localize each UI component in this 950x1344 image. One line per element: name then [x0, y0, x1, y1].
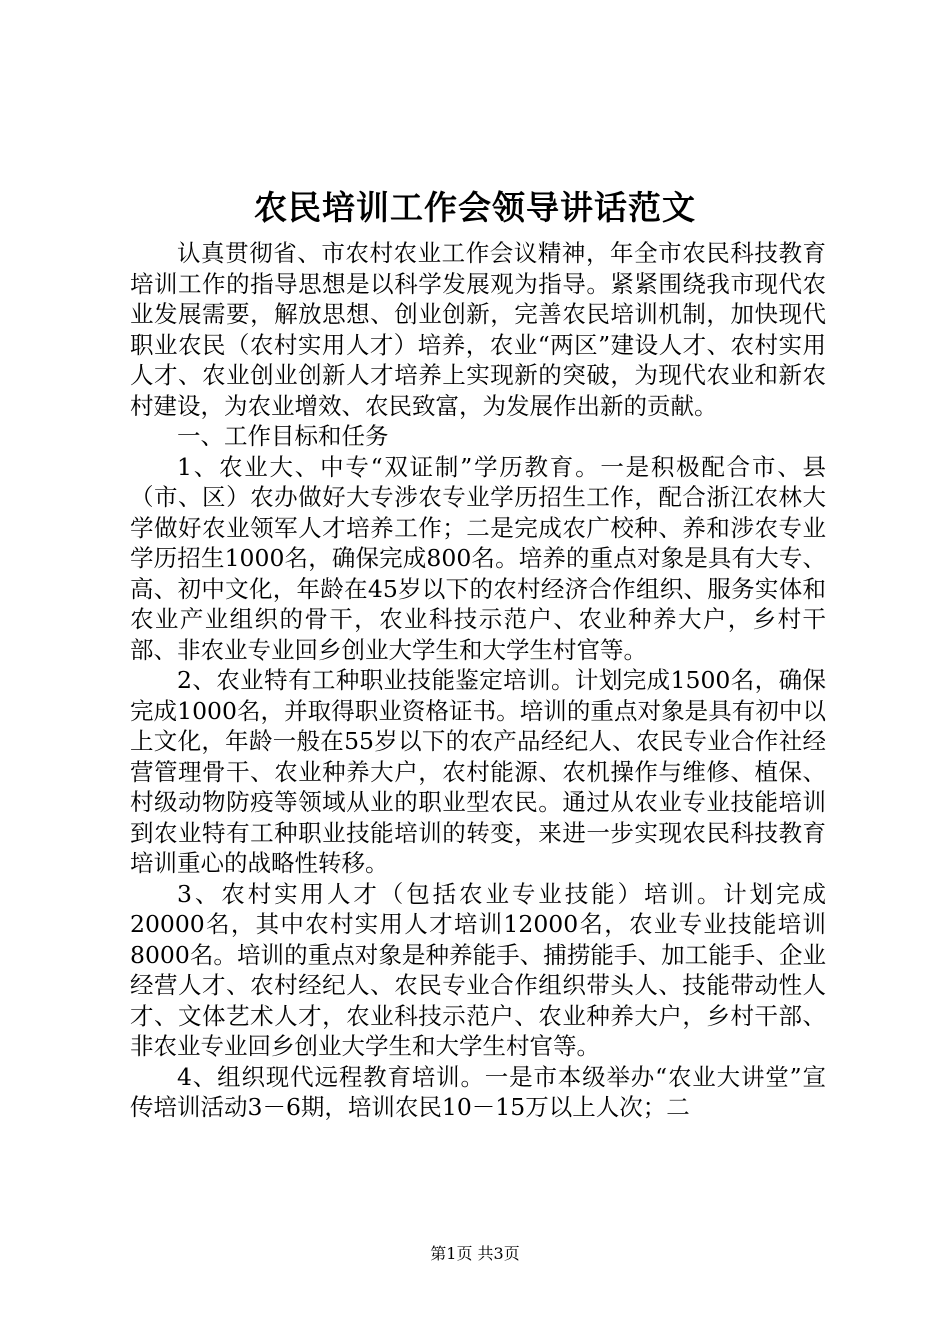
paragraph-item-1: 1、农业大、中专“双证制”学历教育。一是积极配合市、县（市、区）农办做好大专涉农专业学历招生工作，配合浙江农林大学做好农业领军人才培养工作；二是完成农广校种、养和涉农专业学历招生1000名，确保完成800名。培养的重点对象是具有大专、高、初中文化，年龄在45岁以下的农村经济合作组织、服务实体和农业产业组织的骨干，农业科技示范户、农业种养大户，乡村干部、非农业专业回乡创业大学生和大学生村官等。: [130, 452, 826, 664]
paragraph-intro: 认真贯彻省、市农村农业工作会议精神，年全市农民科技教育培训工作的指导思想是以科学发展观为指导。紧紧围绕我市现代农业发展需要，解放思想、创业创新，完善农民培训机制，加快现代职业农民（农村实用人才）培养，农业“两区”建设人才、农村实用人才、农业创业创新人才培养上实现新的突破，为现代农业和新农村建设，为农业增效、农民致富，为发展作出新的贡献。: [130, 239, 826, 420]
document-title: 农民培训工作会领导讲话范文: [254, 188, 696, 227]
document-body: [130, 238, 826, 1123]
paragraph-item-3: 3、农村实用人才（包括农业专业技能）培训。计划完成20000名，其中农村实用人才培训12000名，农业专业技能培训8000名。培训的重点对象是种养能手、捕捞能手、加工能手、企业经营人才、农村经纪人、农民专业合作组织带头人、技能带动性人才、文体艺术人才，农业科技示范户、农业种养大户，乡村干部、非农业专业回乡创业大学生和大学生村官等。: [130, 879, 826, 1060]
paragraph-item-4: 4、组织现代远程教育培训。一是市本级举办“农业大讲堂”宣传培训活动3－6期，培训农民10－15万以上人次；二: [130, 1062, 826, 1121]
section-heading: 一、工作目标和任务: [177, 422, 389, 450]
page-footer: 第1页 共3页: [430, 1244, 520, 1263]
paragraph-item-2: 2、农业特有工种职业技能鉴定培训。计划完成1500名，确保完成1000名，并取得职业资格证书。培训的重点对象是具有初中以上文化，年龄一般在55岁以下的农产品经纪人、农民专业合作社经营管理骨干、农业种养大户，农村能源、农机操作与维修、植保、村级动物防疫等领域从业的职业型农民。通过从农业专业技能培训到农业特有工种职业技能培训的转变，来进一步实现农民科技教育培训重心的战略性转移。: [130, 666, 826, 877]
